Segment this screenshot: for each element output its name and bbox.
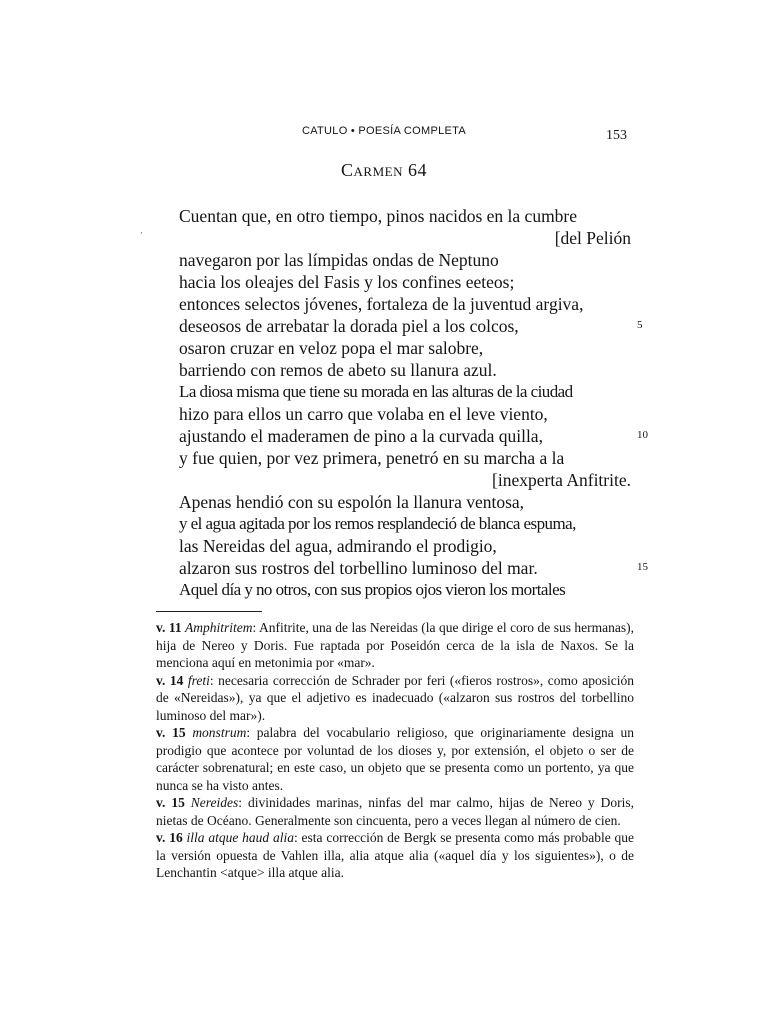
poem-title: Carmen 64 (341, 160, 427, 180)
footnote-term: Amphitritem (185, 620, 253, 635)
line-number: 5 (637, 319, 643, 331)
footnote (156, 794, 634, 829)
footnote-verse-ref: v. 15 (156, 795, 185, 810)
footnote-term: monstrum (192, 725, 247, 740)
verse-continuation: [inexperta Anfitrite. (492, 470, 631, 490)
verse-line: alzaron sus rostros del torbellino luminoso del mar. (179, 558, 538, 578)
footnote (156, 672, 634, 725)
footnote-text: : palabra del vocabulario religioso, que originariamente designa un prodigio que acontece por voluntad de los dioses y, por extensión, el objeto o ser de carácter sobrenatural; en este caso, un objeto que se presenta como un portento, ya que nunca se ha visto antes. (156, 725, 635, 793)
running-head: CATULO • POESÍA COMPLETA (301, 125, 467, 137)
verse-line: Apenas hendió con su espolón la llanura ventosa, (179, 492, 525, 512)
footnote-text: : Anfitrite, una de las Nereidas (la que dirige el coro de sus hermanas), hija de Nereo y Doris. Fue raptada por Poseidón cerca de la isla de Naxos. Se la menciona aquí en metonimia por «mar». (156, 620, 635, 670)
footnote-text: : divinidades marinas, ninfas del mar calmo, hijas de Nereo y Doris, nietas de Océano. Generalmente son cincuenta, pero a veces llegan al número de cien. (156, 795, 635, 828)
footnote-verse-ref: v. 15 (156, 725, 186, 740)
footnote (156, 829, 634, 882)
verse-line: navegaron por las límpidas ondas de Neptuno (179, 250, 499, 270)
footnote-term: Nereides (190, 795, 239, 810)
footnote-verse-ref: v. 11 (156, 620, 182, 635)
verse-line: entonces selectos jóvenes, fortaleza de la juventud argiva, (179, 294, 584, 314)
footnote-term: illa atque haud alia (186, 830, 294, 845)
verse-line: barriendo con remos de abeto su llanura azul. (179, 360, 497, 380)
footnote-text: : esta corrección de Bergk se presenta como más probable que la versión opuesta de Vahlen illa, alia atque alia («aquel día y los siguientes»), o de Lenchantin <atque> illa atque alia. (156, 830, 635, 880)
verse-line: La diosa misma que tiene su morada en las alturas de la ciudad (179, 382, 573, 401)
footnote-verse-ref: v. 16 (156, 830, 183, 845)
footnote-term: freti (187, 672, 210, 688)
footnote-divider (156, 611, 262, 612)
verse-line: y el agua agitada por los remos resplandeció de blanca espuma, (179, 514, 576, 533)
footnote-verse-ref: v. 14 (156, 672, 184, 688)
verse-continuation: [del Pelión (554, 228, 631, 248)
verse-line: Aquel día y no otros, con sus propios ojos vieron los mortales (179, 580, 566, 599)
page-number: 153 (606, 128, 627, 143)
line-number: 15 (637, 561, 648, 573)
verse-line: deseosos de arrebatar la dorada piel a los colcos, (179, 316, 519, 336)
verse-line: osaron cruzar en veloz popa el mar salobre, (179, 338, 484, 358)
footnote-text: : necesaria corrección de Schrader por feri («fieros rostros», como aposición de «Nereidas»), ya que el adjetivo es inadecuado («alzaron sus rostros del torbellino luminoso del mar»). (156, 672, 634, 723)
verse-line: Cuentan que, en otro tiempo, pinos nacidos en la cumbre (179, 206, 578, 226)
footnote (156, 724, 634, 794)
verse-line: hacia los oleajes del Fasis y los confines eeteos; (179, 272, 515, 292)
verse-line: hizo para ellos un carro que volaba en el leve viento, (179, 404, 548, 424)
footnote (156, 619, 634, 672)
margin-mark: · (140, 229, 143, 239)
footnotes (156, 619, 634, 882)
verse-line: las Nereidas del agua, admirando el prodigio, (179, 536, 497, 556)
verse-line: y fue quien, por vez primera, penetró en su marcha a la (179, 448, 565, 468)
line-number: 10 (637, 429, 648, 441)
verse-line: ajustando el maderamen de pino a la curvada quilla, (179, 426, 543, 446)
